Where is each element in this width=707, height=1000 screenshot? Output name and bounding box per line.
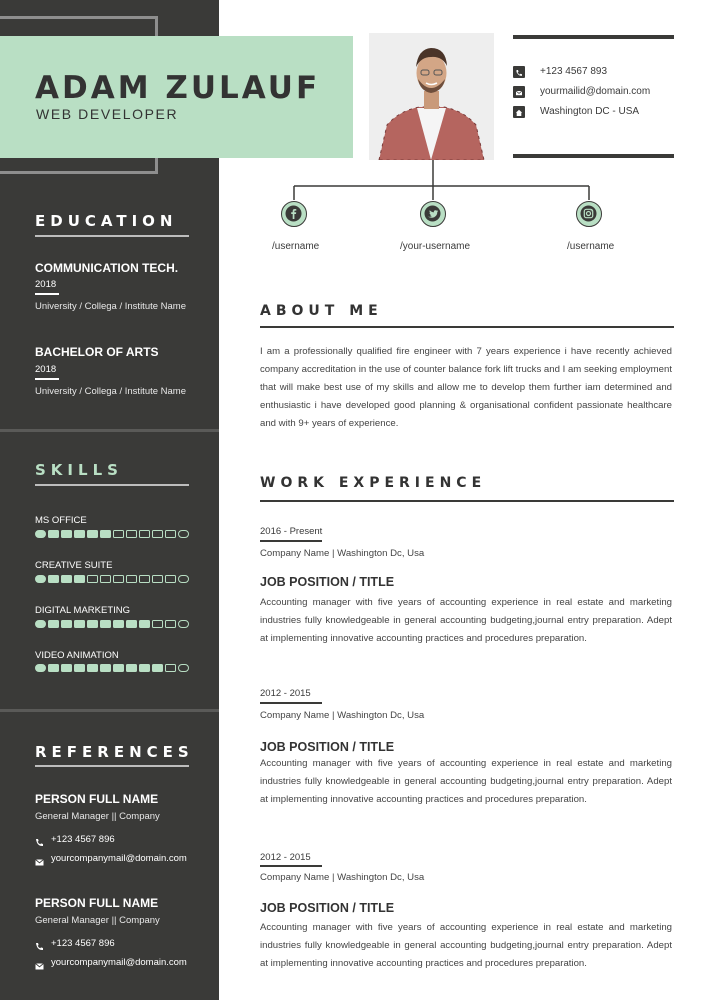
candidate-title: WEB DEVELOPER: [36, 106, 179, 122]
job-title: JOB POSITION / TITLE: [260, 901, 395, 915]
contact-phone: +123 4567 893: [540, 66, 608, 77]
skill-segment-filled: [101, 531, 111, 538]
education-heading: EDUCATION: [35, 212, 178, 230]
about-heading: ABOUT ME: [260, 303, 383, 319]
skill-segment-empty: [179, 621, 189, 628]
skill-segment-filled: [62, 665, 72, 672]
instagram-icon[interactable]: [576, 201, 602, 227]
skill-segment-filled: [36, 665, 46, 672]
facebook-handle[interactable]: /username: [272, 241, 320, 252]
skill-segment-filled: [88, 531, 98, 538]
contact-location: Washington DC - USA: [540, 106, 640, 117]
skill-segment-filled: [62, 621, 72, 628]
job-company: Company Name | Washington Dc, Usa: [260, 872, 425, 883]
skill-segment-filled: [140, 621, 150, 628]
profile-photo: [369, 33, 494, 160]
skill-segment-filled: [75, 531, 85, 538]
about-text: I am a professionally qualified fire engineer with 7 years experience i have recently achieved company accreditation in the use of counter balance fork lift trucks and I am seeking employment that will make best use of my skills and allow me to develop them further iam determined and enthusiastic i have developed good planning & organisational confident passionate healthcare and with 9+ years of experience.: [260, 346, 672, 429]
references-heading: REFERENCES: [35, 743, 194, 761]
skill-segment-empty: [140, 576, 150, 583]
sidebar-divider: [0, 709, 219, 712]
job-company: Company Name | Washington Dc, Usa: [260, 548, 425, 559]
reference-email[interactable]: yourcompanymail@domain.com: [51, 957, 187, 968]
skill-segment-filled: [127, 621, 137, 628]
skill-segment-filled: [36, 576, 46, 583]
job-description: Accounting manager with five years of accounting experience in real estate and marketing industries fully knowledgeable in general accounting budgeting,journal entry preparation. Adept at implementing innovative accounting practices and procedures preparation.: [260, 758, 672, 805]
work-rule: [260, 500, 674, 502]
skill-segment-filled: [62, 576, 72, 583]
twitter-icon[interactable]: [420, 201, 446, 227]
skill-segment-filled: [62, 531, 72, 538]
references-rule: [35, 765, 189, 767]
skill-segment-filled: [88, 621, 98, 628]
job-title: JOB POSITION / TITLE: [260, 740, 395, 754]
person-silhouette-icon: [369, 33, 494, 160]
skill-segment-empty: [153, 621, 163, 628]
job-description: Accounting manager with five years of accounting experience in real estate and marketing industries fully knowledgeable in general accounting budgeting,journal entry preparation. Adept at implementing innovative accounting practices and procedures preparation.: [260, 597, 672, 644]
skill-segment-empty: [179, 576, 189, 583]
skill-segment-filled: [114, 665, 124, 672]
reference-phone: +123 4567 896: [51, 938, 115, 949]
phone-icon: [513, 66, 525, 78]
education-institute: University / Collega / Institute Name: [35, 301, 187, 312]
skill-segment-filled: [75, 576, 85, 583]
facebook-icon[interactable]: [281, 201, 307, 227]
education-institute: University / Collega / Institute Name: [35, 386, 187, 397]
education-year: 2018: [35, 364, 57, 375]
work-heading: WORK EXPERIENCE: [260, 475, 487, 491]
skill-segment-empty: [88, 576, 98, 583]
skill-segment-empty: [166, 576, 176, 583]
skill-segment-filled: [75, 665, 85, 672]
skill-segment-empty: [166, 621, 176, 628]
job-dates: 2016 - Present: [260, 526, 323, 537]
reference-name: PERSON FULL NAME: [35, 896, 159, 910]
skill-segment-filled: [49, 665, 59, 672]
skill-name: VIDEO ANIMATION: [35, 650, 119, 661]
skill-name: CREATIVE SUITE: [35, 560, 113, 571]
skill-segment-empty: [127, 576, 137, 583]
skill-name: MS OFFICE: [35, 515, 87, 526]
skill-name: DIGITAL MARKETING: [35, 605, 131, 616]
skill-segment-filled: [101, 621, 111, 628]
phone-icon: [35, 834, 44, 843]
mail-icon: [35, 958, 44, 967]
contact-email[interactable]: yourmailid@domain.com: [540, 86, 651, 97]
education-year-underline: [35, 378, 59, 380]
reference-name: PERSON FULL NAME: [35, 792, 159, 806]
social-connector-lines: [280, 158, 600, 202]
education-degree: COMMUNICATION TECH.: [35, 261, 179, 275]
job-date-underline: [260, 702, 322, 704]
phone-icon: [35, 938, 44, 947]
skill-segment-filled: [49, 576, 59, 583]
skill-segment-filled: [140, 665, 150, 672]
skill-segment-filled: [127, 665, 137, 672]
reference-phone: +123 4567 896: [51, 834, 115, 845]
education-rule: [35, 235, 189, 237]
skill-segment-filled: [36, 621, 46, 628]
job-date-underline: [260, 865, 322, 867]
education-year: 2018: [35, 279, 57, 290]
skill-segment-empty: [153, 531, 163, 538]
instagram-handle[interactable]: /username: [567, 241, 615, 252]
skill-segment-empty: [166, 531, 176, 538]
skill-segment-filled: [101, 665, 111, 672]
skill-segment-empty: [153, 576, 163, 583]
skill-segment-filled: [114, 621, 124, 628]
skill-segment-filled: [75, 621, 85, 628]
skill-level-bar: [35, 575, 191, 583]
reference-role: General Manager || Company: [35, 915, 160, 926]
skill-segment-filled: [153, 665, 163, 672]
sidebar-divider: [0, 429, 219, 432]
skills-heading: SKILLS: [35, 461, 123, 479]
skills-rule: [35, 484, 189, 486]
skill-segment-filled: [88, 665, 98, 672]
candidate-name: ADAM ZULAUF: [35, 70, 321, 106]
skill-segment-empty: [114, 576, 124, 583]
skill-segment-empty: [127, 531, 137, 538]
skill-segment-empty: [179, 665, 189, 672]
home-icon: [513, 106, 525, 118]
mail-icon: [35, 854, 44, 863]
skill-level-bar: [35, 530, 191, 538]
skill-segment-filled: [36, 531, 46, 538]
education-year-underline: [35, 293, 59, 295]
skill-segment-empty: [140, 531, 150, 538]
contact-top-bar: [513, 35, 674, 39]
job-dates: 2012 - 2015: [260, 852, 311, 863]
skill-segment-empty: [101, 576, 111, 583]
skill-segment-empty: [114, 531, 124, 538]
skill-level-bar: [35, 620, 191, 628]
reference-role: General Manager || Company: [35, 811, 160, 822]
reference-email[interactable]: yourcompanymail@domain.com: [51, 853, 187, 864]
education-degree: BACHELOR OF ARTS: [35, 345, 159, 359]
job-date-underline: [260, 540, 322, 542]
job-dates: 2012 - 2015: [260, 688, 311, 699]
skill-segment-empty: [166, 665, 176, 672]
about-rule: [260, 326, 674, 328]
skill-segment-empty: [179, 531, 189, 538]
job-company: Company Name | Washington Dc, Usa: [260, 710, 425, 721]
skill-segment-filled: [49, 621, 59, 628]
job-title: JOB POSITION / TITLE: [260, 575, 395, 589]
skill-level-bar: [35, 664, 191, 672]
mail-icon: [513, 86, 525, 98]
skill-segment-filled: [49, 531, 59, 538]
twitter-handle[interactable]: /your-username: [400, 241, 471, 252]
job-description: Accounting manager with five years of accounting experience in real estate and marketing industries fully knowledgeable in general accounting budgeting,journal entry preparation. Adept at implementing innovative accounting practices and procedures preparation.: [260, 922, 672, 969]
